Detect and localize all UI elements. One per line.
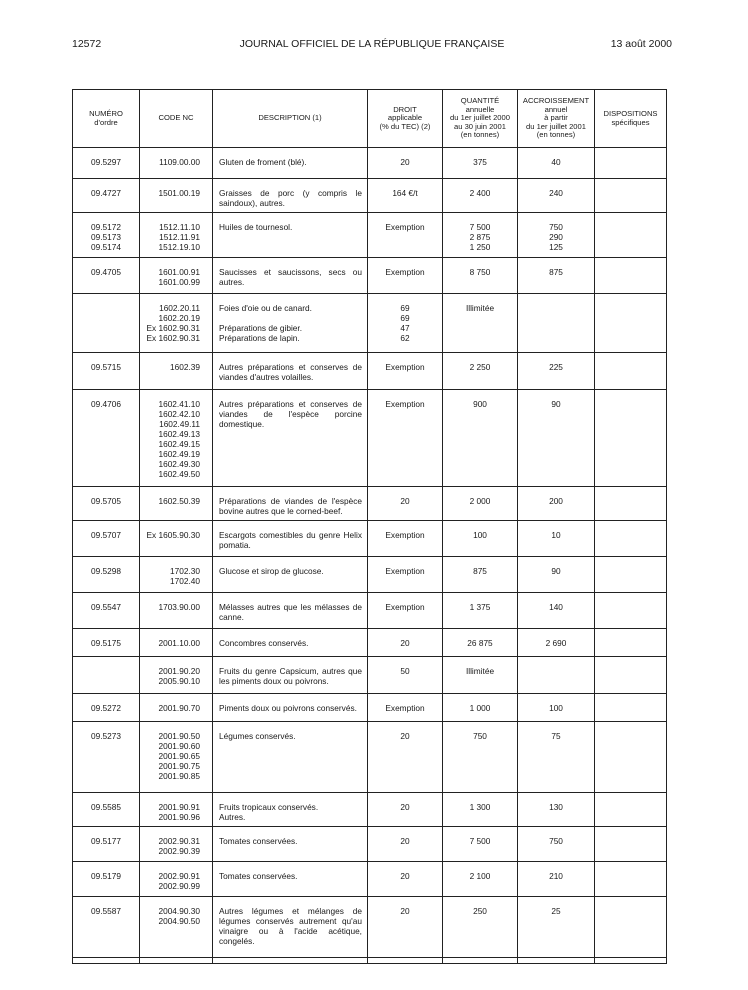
droit-applicable-cell: 20: [368, 487, 443, 521]
droit-applicable-cell: Exemption: [368, 353, 443, 390]
table-row: [73, 593, 667, 629]
empty-cell: [443, 958, 518, 964]
code-nc-cell: 1702.30 1702.40: [140, 557, 213, 593]
numero-ordre-cell: 09.5715: [73, 353, 140, 390]
accroissement-annuel-cell: 875: [518, 258, 595, 294]
table-row: [73, 353, 667, 390]
table-row: [73, 148, 667, 179]
quantite-annuelle-cell: 1 375: [443, 593, 518, 629]
description-cell: Fruits du genre Capsicum, autres que les piments doux ou poivrons.: [213, 657, 368, 694]
numero-ordre-cell: [73, 657, 140, 694]
droit-applicable-cell: 20: [368, 862, 443, 897]
code-nc-cell: 1602.20.11 1602.20.19 Ex 1602.90.31 Ex 1602.90.31: [140, 294, 213, 353]
quantite-annuelle-cell: 2 100: [443, 862, 518, 897]
quantite-annuelle-cell: 1 000: [443, 694, 518, 722]
quantite-annuelle-cell: 2 000: [443, 487, 518, 521]
quantite-annuelle-cell: 375: [443, 148, 518, 179]
accroissement-annuel-cell: 210: [518, 862, 595, 897]
column-header-description: DESCRIPTION (1): [213, 90, 368, 148]
accroissement-annuel-cell: 750: [518, 827, 595, 862]
accroissement-annuel-cell: 90: [518, 557, 595, 593]
quantite-annuelle-cell: 900: [443, 390, 518, 487]
description-cell: Piments doux ou poivrons conservés.: [213, 694, 368, 722]
accroissement-annuel-cell: [518, 294, 595, 353]
accroissement-annuel-cell: 130: [518, 793, 595, 827]
code-nc-cell: 1703.90.00: [140, 593, 213, 629]
code-nc-cell: 2001.90.91 2001.90.96: [140, 793, 213, 827]
numero-ordre-cell: 09.5707: [73, 521, 140, 557]
dispositions-cell: [595, 862, 667, 897]
description-cell: Huiles de tournesol.: [213, 213, 368, 258]
column-header-accroissement: ACCROISSEMENT annuel à partir du 1er juillet 2001 (en tonnes): [518, 90, 595, 148]
dispositions-cell: [595, 793, 667, 827]
numero-ordre-cell: 09.5297: [73, 148, 140, 179]
description-cell: Autres préparations et conserves de viandes de l'espèce porcine domestique.: [213, 390, 368, 487]
description-cell: Fruits tropicaux conservés. Autres.: [213, 793, 368, 827]
table-header-row: [73, 90, 667, 148]
quantite-annuelle-cell: Illimitée: [443, 657, 518, 694]
description-cell: Gluten de froment (blé).: [213, 148, 368, 179]
droit-applicable-cell: 20: [368, 827, 443, 862]
empty-cell: [213, 958, 368, 964]
numero-ordre-cell: 09.4706: [73, 390, 140, 487]
code-nc-cell: 2001.90.20 2005.90.10: [140, 657, 213, 694]
quantite-annuelle-cell: 7 500 2 875 1 250: [443, 213, 518, 258]
droit-applicable-cell: Exemption: [368, 213, 443, 258]
description-cell: Graisses de porc (y compris le saindoux), autres.: [213, 179, 368, 213]
dispositions-cell: [595, 694, 667, 722]
dispositions-cell: [595, 353, 667, 390]
dispositions-cell: [595, 213, 667, 258]
code-nc-cell: 1601.00.91 1601.00.99: [140, 258, 213, 294]
droit-applicable-cell: Exemption: [368, 694, 443, 722]
numero-ordre-cell: 09.5272: [73, 694, 140, 722]
dispositions-cell: [595, 148, 667, 179]
numero-ordre-cell: 09.5172 09.5173 09.5174: [73, 213, 140, 258]
dispositions-cell: [595, 179, 667, 213]
table-row: [73, 179, 667, 213]
empty-cell: [518, 958, 595, 964]
column-header-numero: NUMÉRO d'ordre: [73, 90, 140, 148]
description-cell: Préparations de viandes de l'espèce bovine autres que le corned-beef.: [213, 487, 368, 521]
droit-applicable-cell: 20: [368, 793, 443, 827]
dispositions-cell: [595, 521, 667, 557]
numero-ordre-cell: 09.5547: [73, 593, 140, 629]
droit-applicable-cell: 164 €/t: [368, 179, 443, 213]
table-row: [73, 487, 667, 521]
quantite-annuelle-cell: 26 875: [443, 629, 518, 657]
accroissement-annuel-cell: 140: [518, 593, 595, 629]
table-row: [73, 897, 667, 958]
code-nc-cell: 1602.41.10 1602.42.10 1602.49.11 1602.49.13 1602.49.15 1602.49.19 1602.49.30 1602.49.50: [140, 390, 213, 487]
accroissement-annuel-cell: 25: [518, 897, 595, 958]
description-cell: Tomates conservées.: [213, 862, 368, 897]
droit-applicable-cell: Exemption: [368, 593, 443, 629]
quantite-annuelle-cell: Illimitée: [443, 294, 518, 353]
column-header-dispositions: DISPOSITIONS spécifiques: [595, 90, 667, 148]
table-row: [73, 722, 667, 793]
code-nc-cell: 1109.00.00: [140, 148, 213, 179]
table-row: [73, 557, 667, 593]
accroissement-annuel-cell: 750 290 125: [518, 213, 595, 258]
code-nc-cell: 1602.50.39: [140, 487, 213, 521]
numero-ordre-cell: 09.5179: [73, 862, 140, 897]
issue-date: 13 août 2000: [610, 38, 672, 50]
table-row-continuation: [73, 958, 667, 964]
droit-applicable-cell: Exemption: [368, 557, 443, 593]
code-nc-cell: 2002.90.31 2002.90.39: [140, 827, 213, 862]
accroissement-annuel-cell: 2 690: [518, 629, 595, 657]
numero-ordre-cell: 09.5585: [73, 793, 140, 827]
description-cell: Autres légumes et mélanges de légumes conservés autrement qu'au vinaigre ou à l'acide acétique, congelés.: [213, 897, 368, 958]
code-nc-cell: 2002.90.91 2002.90.99: [140, 862, 213, 897]
numero-ordre-cell: 09.5705: [73, 487, 140, 521]
table-row: [73, 521, 667, 557]
dispositions-cell: [595, 487, 667, 521]
empty-cell: [73, 958, 140, 964]
column-header-droit: DROIT applicable (% du TEC) (2): [368, 90, 443, 148]
droit-applicable-cell: Exemption: [368, 521, 443, 557]
table-row: [73, 258, 667, 294]
description-cell: Tomates conservées.: [213, 827, 368, 862]
quantite-annuelle-cell: 750: [443, 722, 518, 793]
code-nc-cell: 2001.90.70: [140, 694, 213, 722]
quantite-annuelle-cell: 7 500: [443, 827, 518, 862]
dispositions-cell: [595, 897, 667, 958]
droit-applicable-cell: 20: [368, 629, 443, 657]
description-cell: Glucose et sirop de glucose.: [213, 557, 368, 593]
droit-applicable-cell: 69 69 47 62: [368, 294, 443, 353]
accroissement-annuel-cell: 90: [518, 390, 595, 487]
journal-title: JOURNAL OFFICIEL DE LA RÉPUBLIQUE FRANÇAISE: [239, 38, 505, 50]
droit-applicable-cell: 20: [368, 148, 443, 179]
numero-ordre-cell: 09.5177: [73, 827, 140, 862]
tariff-quota-table: [72, 89, 667, 964]
droit-applicable-cell: Exemption: [368, 258, 443, 294]
empty-cell: [140, 958, 213, 964]
description-cell: Foies d'oie ou de canard. Préparations de gibier. Préparations de lapin.: [213, 294, 368, 353]
quantite-annuelle-cell: 250: [443, 897, 518, 958]
accroissement-annuel-cell: 100: [518, 694, 595, 722]
quantite-annuelle-cell: 2 250: [443, 353, 518, 390]
quantite-annuelle-cell: 2 400: [443, 179, 518, 213]
accroissement-annuel-cell: [518, 657, 595, 694]
table-row: [73, 390, 667, 487]
description-cell: Autres préparations et conserves de viandes d'autres volailles.: [213, 353, 368, 390]
empty-cell: [368, 958, 443, 964]
table-row: [73, 694, 667, 722]
column-header-quantite: QUANTITÉ annuelle du 1er juillet 2000 au 30 juin 2001 (en tonnes): [443, 90, 518, 148]
table-row: [73, 827, 667, 862]
table-row: [73, 793, 667, 827]
code-nc-cell: 1501.00.19: [140, 179, 213, 213]
droit-applicable-cell: 50: [368, 657, 443, 694]
dispositions-cell: [595, 657, 667, 694]
code-nc-cell: Ex 1605.90.30: [140, 521, 213, 557]
accroissement-annuel-cell: 200: [518, 487, 595, 521]
droit-applicable-cell: Exemption: [368, 390, 443, 487]
accroissement-annuel-cell: 225: [518, 353, 595, 390]
dispositions-cell: [595, 722, 667, 793]
code-nc-cell: 1512.11.10 1512.11.91 1512.19.10: [140, 213, 213, 258]
code-nc-cell: 2001.10.00: [140, 629, 213, 657]
dispositions-cell: [595, 258, 667, 294]
dispositions-cell: [595, 294, 667, 353]
accroissement-annuel-cell: 40: [518, 148, 595, 179]
page-number: 12572: [72, 38, 102, 50]
accroissement-annuel-cell: 240: [518, 179, 595, 213]
table-row: [73, 629, 667, 657]
table-row: [73, 294, 667, 353]
dispositions-cell: [595, 593, 667, 629]
numero-ordre-cell: 09.5273: [73, 722, 140, 793]
dispositions-cell: [595, 557, 667, 593]
droit-applicable-cell: 20: [368, 722, 443, 793]
numero-ordre-cell: 09.4727: [73, 179, 140, 213]
dispositions-cell: [595, 390, 667, 487]
table-row: [73, 213, 667, 258]
numero-ordre-cell: [73, 294, 140, 353]
numero-ordre-cell: 09.4705: [73, 258, 140, 294]
code-nc-cell: 1602.39: [140, 353, 213, 390]
description-cell: Escargots comestibles du genre Helix pomatia.: [213, 521, 368, 557]
dispositions-cell: [595, 629, 667, 657]
numero-ordre-cell: 09.5175: [73, 629, 140, 657]
quantite-annuelle-cell: 1 300: [443, 793, 518, 827]
table-row: [73, 657, 667, 694]
droit-applicable-cell: 20: [368, 897, 443, 958]
code-nc-cell: 2001.90.50 2001.90.60 2001.90.65 2001.90.75 2001.90.85: [140, 722, 213, 793]
accroissement-annuel-cell: 75: [518, 722, 595, 793]
description-cell: Mélasses autres que les mélasses de canne.: [213, 593, 368, 629]
numero-ordre-cell: 09.5298: [73, 557, 140, 593]
description-cell: Légumes conservés.: [213, 722, 368, 793]
page-header: [72, 38, 672, 52]
description-cell: Saucisses et saucissons, secs ou autres.: [213, 258, 368, 294]
description-cell: Concombres conservés.: [213, 629, 368, 657]
code-nc-cell: 2004.90.30 2004.90.50: [140, 897, 213, 958]
empty-cell: [595, 958, 667, 964]
dispositions-cell: [595, 827, 667, 862]
column-header-code-nc: CODE NC: [140, 90, 213, 148]
accroissement-annuel-cell: 10: [518, 521, 595, 557]
quantite-annuelle-cell: 875: [443, 557, 518, 593]
quantite-annuelle-cell: 8 750: [443, 258, 518, 294]
table-row: [73, 862, 667, 897]
quantite-annuelle-cell: 100: [443, 521, 518, 557]
numero-ordre-cell: 09.5587: [73, 897, 140, 958]
